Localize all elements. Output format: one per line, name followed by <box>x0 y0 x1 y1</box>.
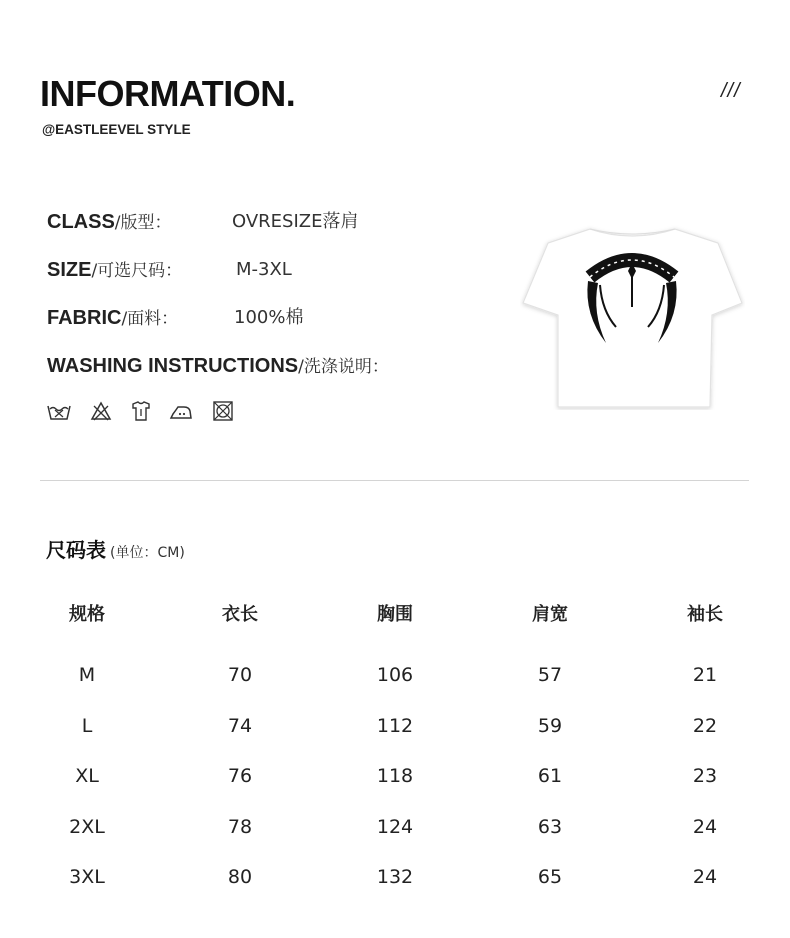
spec-row-class <box>47 208 359 236</box>
table-cell: XL <box>75 765 99 787</box>
size-chart-title <box>46 536 185 567</box>
spec-row-size <box>47 256 292 284</box>
table-row <box>10 701 782 752</box>
no-bleach-icon <box>90 400 112 422</box>
column-header: 衣长 <box>222 604 258 625</box>
table-row <box>10 650 782 701</box>
table-cell: 23 <box>692 765 718 787</box>
table-cell: 65 <box>537 866 563 888</box>
table-row <box>10 751 782 802</box>
table-cell: 2XL <box>69 815 105 838</box>
spec-label-cn: /可选尺码： <box>91 261 183 281</box>
column-header: 肩宽 <box>532 604 568 625</box>
spec-label-cn: /洗涤说明： <box>298 357 389 377</box>
spec-value: OVRESIZE落肩 <box>232 211 359 232</box>
column-header: 袖长 <box>687 604 723 625</box>
spec-row-fabric <box>47 304 304 332</box>
tshirt-product-image <box>520 215 745 410</box>
spec-row-washing <box>47 352 389 380</box>
table-header-row <box>10 590 782 640</box>
column-header: 规格 <box>69 604 105 625</box>
iron-low-icon <box>169 400 193 422</box>
wash-basin-icon <box>47 400 71 422</box>
table-cell: 57 <box>537 664 563 686</box>
table-cell: 70 <box>227 664 253 686</box>
spec-value: 100%棉 <box>234 307 304 328</box>
table-cell: L <box>81 714 93 737</box>
spec-label-cn: /面料： <box>121 309 179 329</box>
table-cell: 24 <box>692 815 718 838</box>
table-cell: 124 <box>376 815 414 838</box>
brand-subtitle: @EASTLEEVEL STYLE <box>42 122 191 137</box>
table-cell: 24 <box>692 866 718 888</box>
spec-key: SIZE <box>47 259 92 281</box>
table-cell: 59 <box>537 714 563 737</box>
hang-dry-icon <box>130 400 152 422</box>
spec-key: FABRIC <box>47 307 122 329</box>
table-cell: 63 <box>537 815 563 838</box>
table-cell: 132 <box>376 866 414 888</box>
table-cell: 76 <box>227 765 253 787</box>
decorative-slashes: /// <box>721 80 741 102</box>
table-cell: 106 <box>376 664 414 686</box>
size-chart-heading: 尺码表 <box>46 538 106 562</box>
spec-key: WASHING INSTRUCTIONS <box>47 355 299 377</box>
size-chart-table <box>10 590 782 903</box>
table-cell: 74 <box>227 714 253 737</box>
column-header: 胸围 <box>377 604 413 625</box>
table-cell: 112 <box>376 714 414 737</box>
spec-key: CLASS <box>47 211 115 233</box>
spec-label-cn: /版型： <box>114 213 172 233</box>
table-cell: 80 <box>227 866 253 888</box>
table-cell: 22 <box>692 714 718 737</box>
table-cell: M <box>78 664 96 686</box>
table-cell: 21 <box>692 664 718 686</box>
size-chart-unit: (单位：CM) <box>110 545 185 561</box>
spec-value: M-3XL <box>236 259 292 280</box>
table-row <box>10 852 782 903</box>
table-cell: 118 <box>376 765 414 787</box>
page-title: INFORMATION. <box>40 73 296 114</box>
table-cell: 3XL <box>69 866 105 888</box>
no-tumble-dry-icon <box>212 400 234 422</box>
section-divider <box>40 480 749 481</box>
table-cell: 61 <box>537 765 563 787</box>
table-cell: 78 <box>227 815 253 838</box>
table-row <box>10 802 782 853</box>
